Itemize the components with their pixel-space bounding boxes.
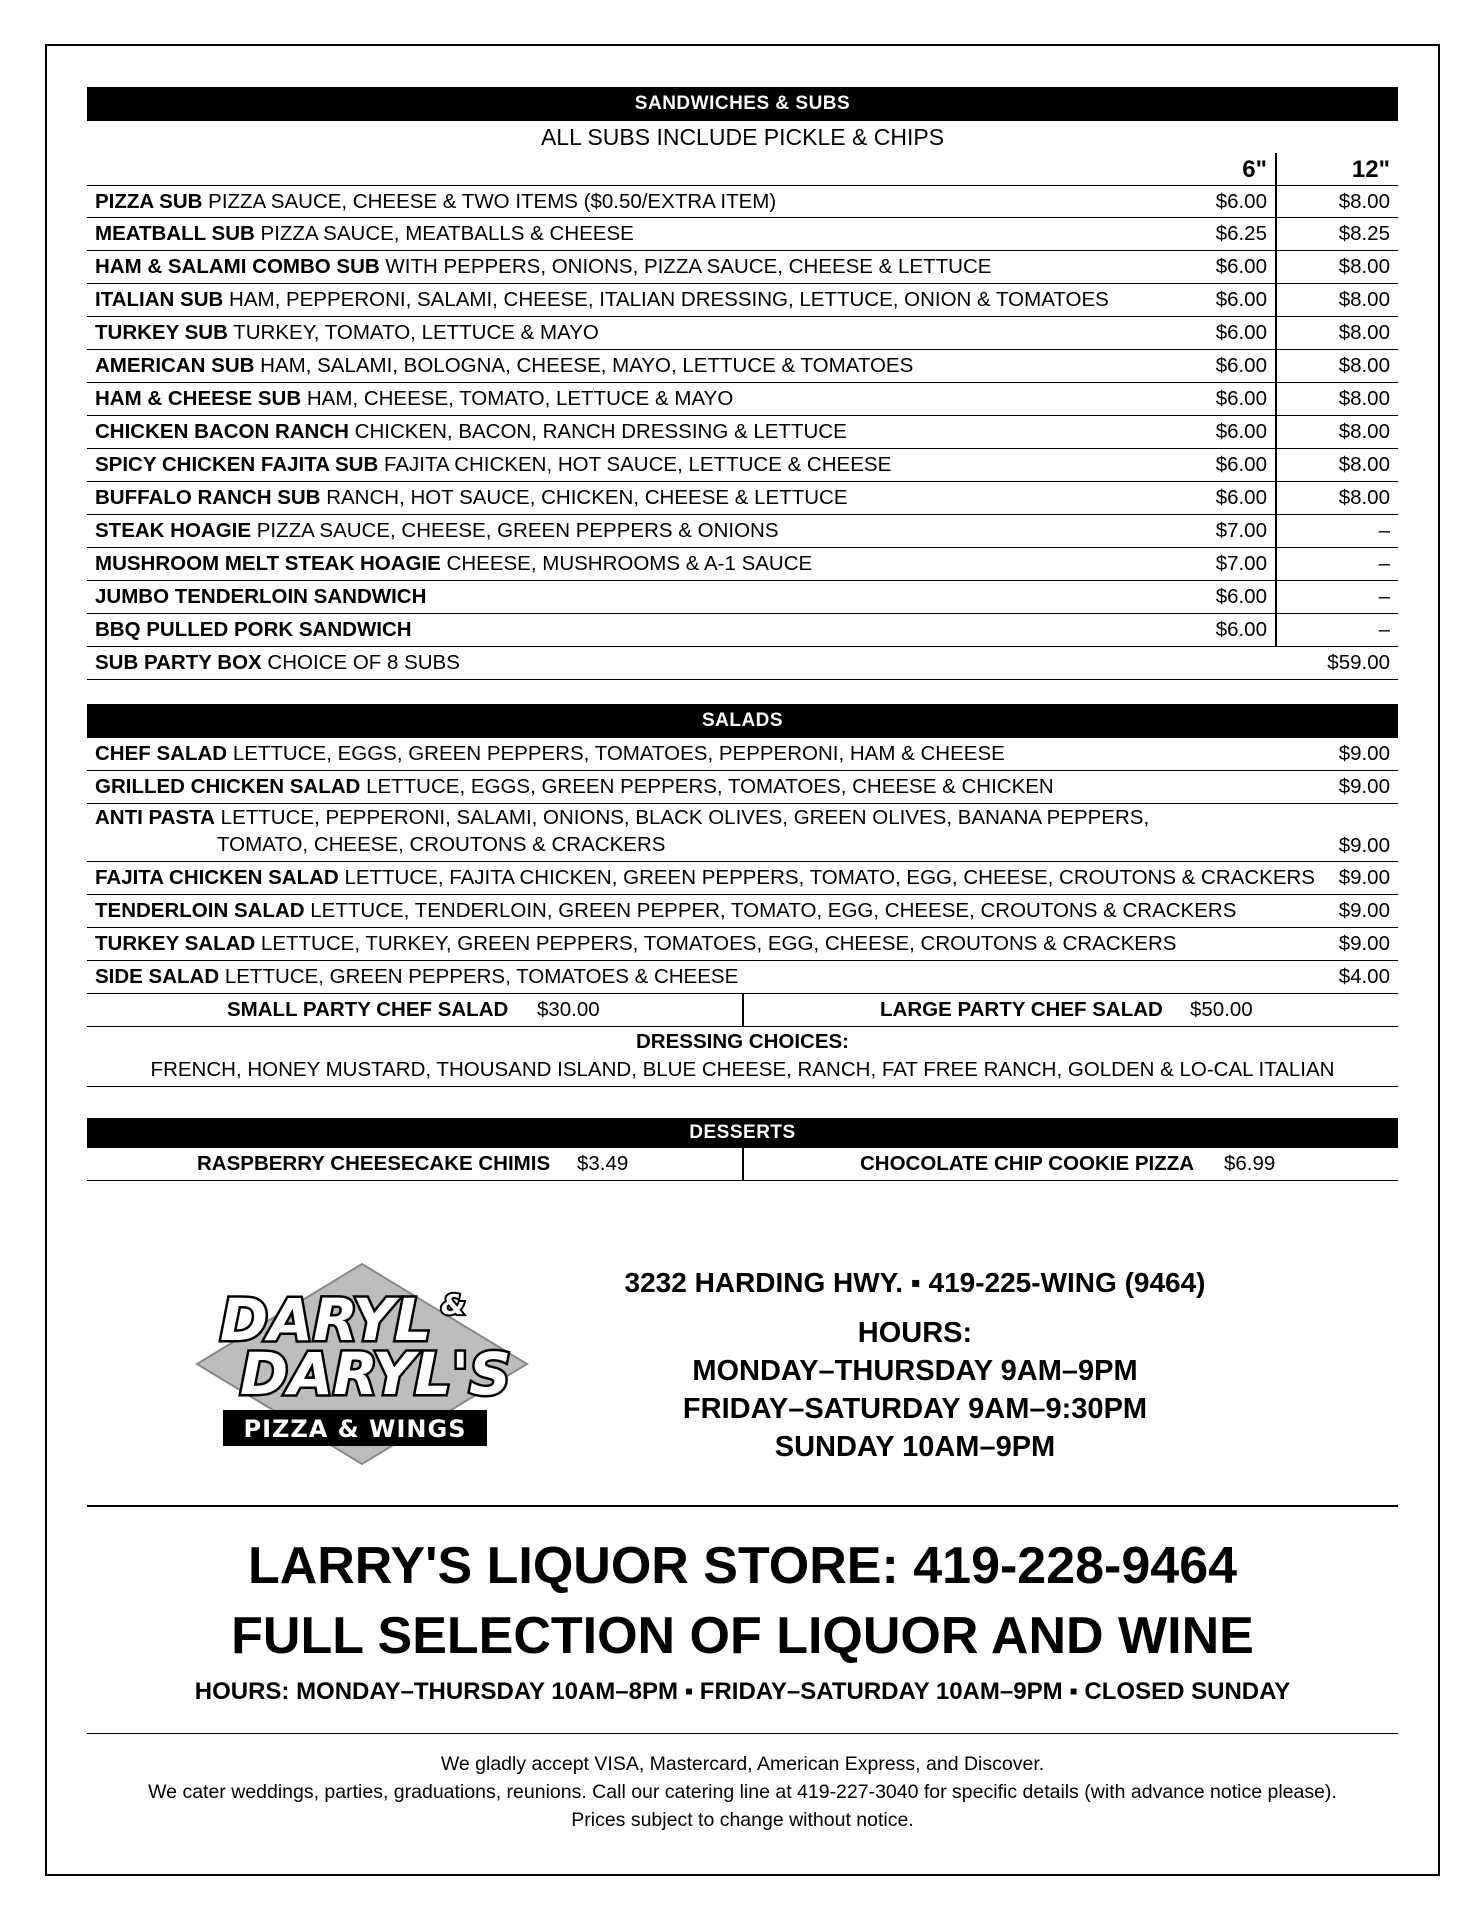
sandwich-list: [87, 185, 1398, 647]
item-name: CHICKEN BACON RANCH: [95, 420, 349, 443]
price-12-inch: –: [1378, 585, 1390, 608]
item-desc: RANCH, HOT SAUCE, CHICKEN, CHEESE & LETTUCE: [326, 486, 848, 509]
item-name: SIDE SALAD: [95, 965, 220, 988]
store-address: 3232 HARDING HWY. ▪ 419-225-WING (9464): [624, 1267, 1206, 1298]
item-desc: TURKEY, TOMATO, LETTUCE & MAYO: [233, 321, 599, 344]
menu-item-row: [87, 614, 1398, 647]
column-divider: [742, 1148, 744, 1180]
price-6-inch: $6.00: [1188, 251, 1277, 283]
menu-item-row: [87, 284, 1398, 317]
menu-item-row: [87, 581, 1398, 614]
item-price: $59.00: [1327, 651, 1390, 674]
item-desc: CHOICE OF 8 SUBS: [267, 651, 460, 674]
small-party-name: SMALL PARTY CHEF SALAD: [227, 998, 509, 1021]
large-party-name: LARGE PARTY CHEF SALAD: [880, 998, 1163, 1021]
hours-heading: HOURS:: [857, 1317, 973, 1349]
hours-line: SUNDAY 10AM–9PM: [774, 1431, 1056, 1463]
price-6-inch: $6.00: [1188, 383, 1277, 415]
item-name: TURKEY SUB: [95, 321, 228, 344]
item-desc: HAM, CHEESE, TOMATO, LETTUCE & MAYO: [306, 387, 734, 410]
item-desc: WITH PEPPERS, ONIONS, PIZZA SAUCE, CHEESE & LETTUCE: [385, 255, 992, 278]
size-6-label: 6": [1188, 153, 1277, 185]
menu-item-row: [87, 515, 1398, 548]
menu-item-row: [87, 317, 1398, 350]
item-desc: HAM, SALAMI, BOLOGNA, CHEESE, MAYO, LETTUCE & TOMATOES: [260, 354, 914, 377]
menu-item-row: [87, 350, 1398, 383]
item-desc: FAJITA CHICKEN, HOT SAUCE, LETTUCE & CHEESE: [383, 453, 892, 476]
liquor-hours: HOURS: MONDAY–THURSDAY 10AM–8PM ▪ FRIDAY–SATURDAY 10AM–9PM ▪ CLOSED SUNDAY: [194, 1678, 1291, 1705]
price-6-inch: $6.00: [1188, 186, 1277, 218]
item-name: MUSHROOM MELT STEAK HOAGIE: [95, 552, 441, 575]
hours-line: FRIDAY–SATURDAY 9AM–9:30PM: [682, 1393, 1148, 1425]
hours-line: MONDAY–THURSDAY 9AM–9PM: [692, 1355, 1138, 1387]
footer-prices-note: Prices subject to change without notice.: [571, 1809, 914, 1831]
item-desc: LETTUCE, FAJITA CHICKEN, GREEN PEPPERS, TOMATO, EGG, CHEESE, CROUTONS & CRACKERS: [344, 866, 1315, 889]
dessert-right-price: $6.99: [1224, 1152, 1276, 1175]
item-desc: HAM, PEPPERONI, SALAMI, CHEESE, ITALIAN DRESSING, LETTUCE, ONION & TOMATOES: [229, 288, 1109, 311]
sandwiches-subtitle: ALL SUBS INCLUDE PICKLE & CHIPS: [540, 124, 945, 150]
item-desc: PIZZA SAUCE, CHEESE, GREEN PEPPERS & ONIONS: [256, 519, 779, 542]
price-6-inch: $6.25: [1188, 218, 1277, 250]
footer-payment: We gladly accept VISA, Mastercard, American Express, and Discover.: [440, 1753, 1045, 1775]
item-desc: LETTUCE, EGGS, GREEN PEPPERS, TOMATOES, CHEESE & CHICKEN: [366, 775, 1054, 798]
salad-list: [87, 738, 1398, 804]
item-name: SPICY CHICKEN FAJITA SUB: [95, 453, 379, 476]
price-12-inch: $8.00: [1338, 486, 1390, 509]
price-12-inch: –: [1378, 519, 1390, 542]
item-name: STEAK HOAGIE: [95, 519, 252, 542]
price-12-inch: $8.00: [1338, 387, 1390, 410]
item-desc-continued: TOMATO, CHEESE, CROUTONS & CRACKERS: [217, 833, 666, 856]
price-6-inch: $6.00: [1188, 317, 1277, 349]
menu-item-row: [87, 218, 1398, 251]
menu-item-row: [87, 185, 1398, 218]
salads-banner: SALADS: [87, 704, 1398, 738]
price-6-inch: $6.00: [1188, 614, 1277, 646]
price-12-inch: $8.00: [1338, 321, 1390, 344]
desserts-banner: DESSERTS: [87, 1118, 1398, 1148]
item-name: PIZZA SUB: [95, 190, 203, 213]
menu-item-row: [87, 928, 1398, 961]
item-desc: LETTUCE, PEPPERONI, SALAMI, ONIONS, BLACK OLIVES, GREEN OLIVES, BANANA PEPPERS,: [220, 806, 1150, 829]
price-12-inch: $8.25: [1338, 222, 1390, 245]
divider: [87, 1505, 1398, 1507]
price-6-inch: $6.00: [1188, 482, 1277, 514]
item-name: ANTI PASTA: [95, 806, 215, 829]
item-name: MEATBALL SUB: [95, 222, 255, 245]
price-6-inch: $6.00: [1188, 449, 1277, 481]
price-6-inch: $6.00: [1188, 350, 1277, 382]
item-desc: CHICKEN, BACON, RANCH DRESSING & LETTUCE: [354, 420, 847, 443]
menu-item-row: [87, 449, 1398, 482]
divider: [87, 1733, 1398, 1734]
price-6-inch: $6.00: [1188, 284, 1277, 316]
item-name: TENDERLOIN SALAD: [95, 899, 305, 922]
dressing-list: FRENCH, HONEY MUSTARD, THOUSAND ISLAND, BLUE CHEESE, RANCH, FAT FREE RANCH, GOLDEN & LO-CAL ITALIAN: [150, 1058, 1335, 1081]
price-12-inch: $8.00: [1338, 288, 1390, 311]
menu-content: [87, 87, 1398, 1181]
item-price: $9.00: [1338, 775, 1390, 798]
item-desc: LETTUCE, GREEN PEPPERS, TOMATOES & CHEESE: [224, 965, 739, 988]
item-name: HAM & SALAMI COMBO SUB: [95, 255, 380, 278]
column-divider: [742, 994, 744, 1026]
price-12-inch: $8.00: [1338, 420, 1390, 443]
large-party-price: $50.00: [1190, 998, 1253, 1021]
logo-tagline: PIZZA & WINGS: [243, 1415, 467, 1443]
item-price: $4.00: [1338, 965, 1390, 988]
price-12-inch: –: [1378, 618, 1390, 641]
anti-pasta-row: [87, 804, 1398, 862]
sandwiches-banner: SANDWICHES & SUBS: [87, 87, 1398, 121]
price-12-inch: $8.00: [1338, 354, 1390, 377]
item-name: CHEF SALAD: [95, 742, 228, 765]
menu-item-row: [87, 771, 1398, 804]
item-price: $9.00: [1338, 742, 1390, 765]
dressing-heading: DRESSING CHOICES:: [636, 1030, 849, 1053]
price-6-inch: $6.00: [1188, 416, 1277, 448]
logo-line2: DARYL'S: [240, 1340, 511, 1408]
item-desc: LETTUCE, TENDERLOIN, GREEN PEPPER, TOMATO, EGG, CHEESE, CROUTONS & CRACKERS: [310, 899, 1237, 922]
item-desc: PIZZA SAUCE, CHEESE & TWO ITEMS ($0.50/EXTRA ITEM): [208, 190, 777, 213]
daryl-and-daryls-logo: [195, 1262, 529, 1466]
item-name: FAJITA CHICKEN SALAD: [95, 866, 339, 889]
price-12-inch: $8.00: [1338, 190, 1390, 213]
price-12-inch: $8.00: [1338, 453, 1390, 476]
item-name: BBQ PULLED PORK SANDWICH: [95, 618, 412, 641]
dressing-choices: [87, 1027, 1398, 1087]
dessert-left-name: RASPBERRY CHEESECAKE CHIMIS: [197, 1152, 551, 1175]
item-desc: CHEESE, MUSHROOMS & A-1 SAUCE: [446, 552, 813, 575]
size-12-label: 12": [1351, 156, 1390, 183]
menu-item-row: [87, 862, 1398, 895]
logo-line1: DARYL: [220, 1286, 432, 1354]
desserts-row: [87, 1148, 1398, 1181]
price-6-inch: $6.00: [1188, 581, 1277, 613]
menu-item-row: [87, 548, 1398, 581]
menu-item-row: [87, 383, 1398, 416]
item-name: AMERICAN SUB: [95, 354, 255, 377]
dessert-left-price: $3.49: [577, 1152, 629, 1175]
item-name: BUFFALO RANCH SUB: [95, 486, 321, 509]
price-12-inch: $8.00: [1338, 255, 1390, 278]
price-6-inch: $7.00: [1188, 515, 1277, 547]
item-name: JUMBO TENDERLOIN SANDWICH: [95, 585, 427, 608]
salad-list-2: [87, 862, 1398, 994]
menu-item-row: [87, 482, 1398, 515]
item-name: TURKEY SALAD: [95, 932, 256, 955]
logo-amp: &: [441, 1288, 466, 1321]
item-name: GRILLED CHICKEN SALAD: [95, 775, 361, 798]
item-price: $9.00: [1338, 899, 1390, 922]
item-desc: PIZZA SAUCE, MEATBALLS & CHEESE: [260, 222, 634, 245]
menu-item-row: [87, 251, 1398, 284]
menu-item-row: [87, 895, 1398, 928]
liquor-store-title: LARRY'S LIQUOR STORE: 419-228-9464: [247, 1537, 1238, 1595]
item-desc: LETTUCE, TURKEY, GREEN PEPPERS, TOMATOES, EGG, CHEESE, CROUTONS & CRACKERS: [260, 932, 1177, 955]
dessert-right-name: CHOCOLATE CHIP COOKIE PIZZA: [860, 1152, 1195, 1175]
menu-item-row: [87, 738, 1398, 771]
item-name: SUB PARTY BOX: [95, 651, 262, 674]
size-header: [87, 153, 1398, 185]
menu-item-row: [87, 416, 1398, 449]
footer-catering: We cater weddings, parties, graduations, reunions. Call our catering line at 419-227-3040 for specific details (with advance notice please).: [148, 1781, 1337, 1803]
price-12-inch: –: [1378, 552, 1390, 575]
menu-item-row: [87, 961, 1398, 994]
price-6-inch: $7.00: [1188, 548, 1277, 580]
item-desc: LETTUCE, EGGS, GREEN PEPPERS, TOMATOES, PEPPERONI, HAM & CHEESE: [232, 742, 1005, 765]
sub-party-box-row: [87, 647, 1398, 680]
liquor-selection: FULL SELECTION OF LIQUOR AND WINE: [231, 1607, 1254, 1665]
item-name: ITALIAN SUB: [95, 288, 224, 311]
item-price: $9.00: [1338, 834, 1390, 857]
item-name: HAM & CHEESE SUB: [95, 387, 302, 410]
party-salad-row: [87, 994, 1398, 1027]
item-price: $9.00: [1338, 932, 1390, 955]
store-hours: [560, 1314, 1270, 1466]
item-price: $9.00: [1338, 866, 1390, 889]
small-party-price: $30.00: [537, 998, 600, 1021]
